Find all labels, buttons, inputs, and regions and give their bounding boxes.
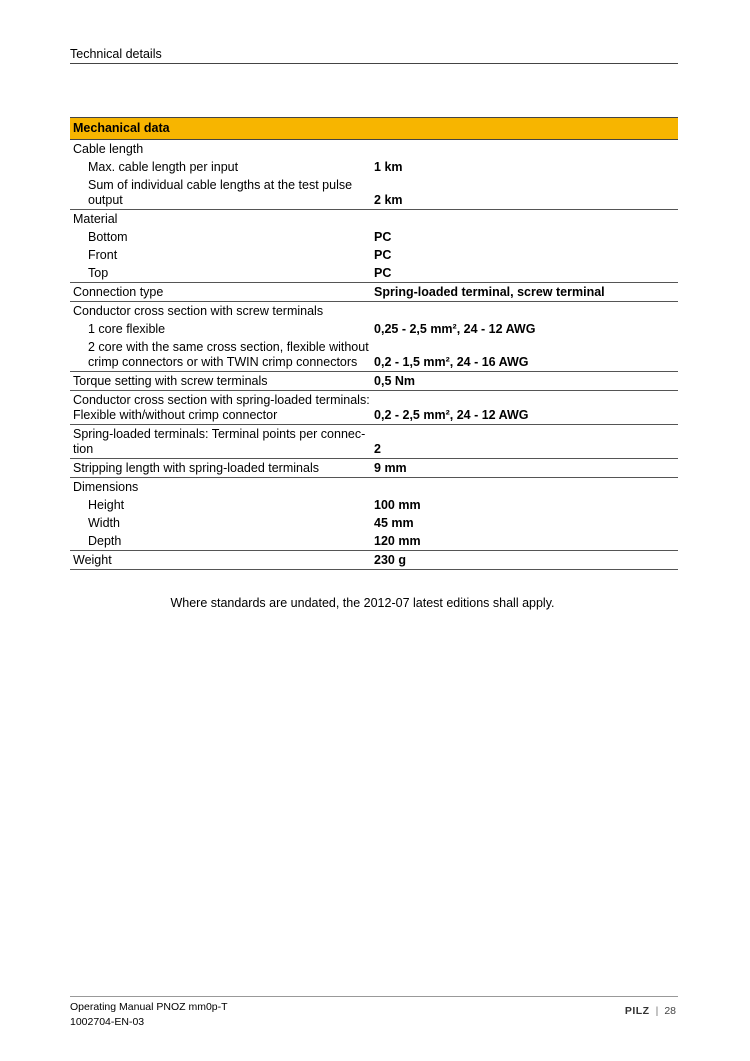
- row-label: Depth: [88, 534, 122, 548]
- table-row: [70, 338, 678, 371]
- row-value: 9 mm: [374, 461, 407, 475]
- table-group: [70, 210, 678, 283]
- table-row: [70, 478, 678, 496]
- table-row: [70, 496, 678, 514]
- row-label: Weight: [73, 553, 112, 567]
- table-group: [70, 302, 678, 372]
- table-row: [70, 302, 678, 320]
- row-label: Bottom: [88, 230, 128, 244]
- table-row: [70, 425, 678, 458]
- table-group: [70, 425, 678, 459]
- table-row: [70, 264, 678, 282]
- row-label: Connection type: [73, 285, 164, 299]
- table-row: [70, 391, 678, 424]
- table-group: [70, 551, 678, 570]
- row-label: 1 core flexible: [88, 322, 166, 336]
- table-group: [70, 283, 678, 302]
- row-value: PC: [374, 248, 392, 262]
- table-group: [70, 478, 678, 551]
- table-group: [70, 391, 678, 425]
- row-label: Stripping length with spring-loaded terminals: [73, 461, 319, 475]
- table-row: [70, 176, 678, 209]
- row-value: 2 km: [374, 193, 403, 207]
- table-group: [70, 140, 678, 210]
- table-row: [70, 459, 678, 477]
- table-row: [70, 228, 678, 246]
- row-label: Height: [88, 498, 125, 512]
- page-number: 28: [664, 1005, 676, 1017]
- row-label: Width: [88, 516, 120, 530]
- row-value: 0,25 - 2,5 mm², 24 - 12 AWG: [374, 322, 536, 336]
- row-label: Material: [73, 212, 118, 226]
- row-label: Spring-loaded terminals: Terminal points per connec-tion: [73, 427, 366, 456]
- standards-note: Where standards are undated, the 2012-07 latest editions shall apply.: [170, 596, 555, 610]
- row-value: 45 mm: [374, 516, 414, 530]
- row-value: 230 g: [374, 553, 406, 567]
- table-row: [70, 246, 678, 264]
- footer-info: [70, 1000, 228, 1030]
- table-row: [70, 532, 678, 550]
- row-value: PC: [374, 230, 392, 244]
- row-label: Conductor cross section with screw terminals: [73, 304, 324, 318]
- row-label: Max. cable length per input: [88, 160, 239, 174]
- mechanical-data-table: [70, 117, 678, 570]
- document-number: 1002704-EN-03: [70, 1016, 145, 1028]
- table-heading: Mechanical data: [70, 117, 678, 140]
- row-value: 2: [374, 442, 381, 456]
- row-value: 120 mm: [374, 534, 421, 548]
- footer-page-info: [625, 1005, 676, 1017]
- row-label: Front: [88, 248, 118, 262]
- row-value: 1 km: [374, 160, 403, 174]
- row-label: Torque setting with screw terminals: [73, 374, 268, 388]
- row-value: 0,2 - 1,5 mm², 24 - 16 AWG: [374, 355, 529, 369]
- table-group: [70, 459, 678, 478]
- table-row: [70, 551, 678, 569]
- row-label: Dimensions: [73, 480, 139, 494]
- row-value: 0,2 - 2,5 mm², 24 - 12 AWG: [374, 408, 529, 422]
- table-row: [70, 210, 678, 228]
- footer-divider: [70, 996, 678, 997]
- table-row: [70, 514, 678, 532]
- row-value: 0,5 Nm: [374, 374, 416, 388]
- pilz-logo: PILZ: [624, 1005, 650, 1017]
- table-row: [70, 283, 678, 301]
- page-separator: |: [655, 1005, 659, 1017]
- row-value: 100 mm: [374, 498, 421, 512]
- table-group: [70, 372, 678, 391]
- row-value: PC: [374, 266, 392, 280]
- table-body: [70, 140, 678, 570]
- row-label: Top: [88, 266, 109, 280]
- table-row: [70, 320, 678, 338]
- manual-title: Operating Manual PNOZ mm0p-T: [70, 1001, 228, 1013]
- row-label: Conductor cross section with spring-loaded terminals: Flexible with/without crimp connector: [73, 393, 370, 422]
- row-label: Cable length: [73, 142, 144, 156]
- row-label: 2 core with the same cross section, flexible without crimp connectors or with TWIN crimp connectors: [88, 340, 369, 369]
- row-value: Spring-loaded terminal, screw terminal: [374, 285, 605, 299]
- section-title: Technical details: [70, 47, 678, 64]
- table-row: [70, 158, 678, 176]
- table-row: [70, 372, 678, 390]
- table-row: [70, 140, 678, 158]
- row-label: Sum of individual cable lengths at the test pulse output: [88, 178, 353, 207]
